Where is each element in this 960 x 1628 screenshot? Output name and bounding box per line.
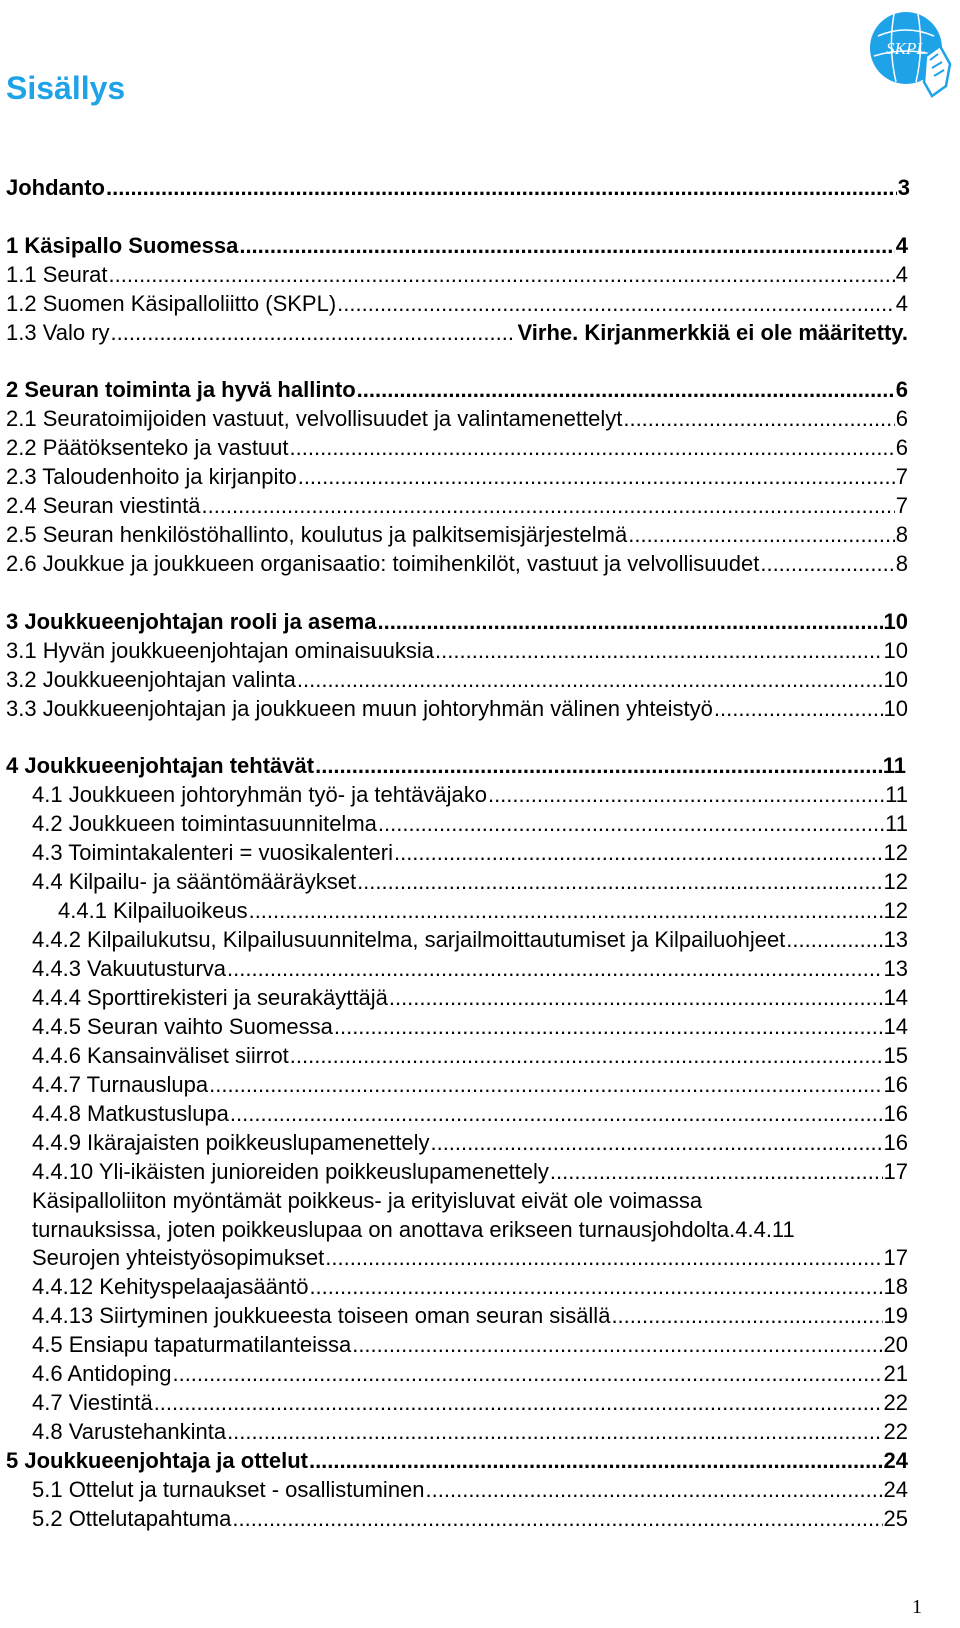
toc-entry-label: 2 Seuran toiminta ja hyvä hallinto xyxy=(6,377,356,402)
toc-entry-4-4-12[interactable] xyxy=(32,1273,908,1301)
toc-entry-page: 11 xyxy=(882,753,906,778)
toc-leader xyxy=(357,868,882,896)
toc-entry-page: 15 xyxy=(883,1043,908,1068)
toc-leader xyxy=(352,1331,882,1359)
toc-entry-label: 4.4.6 Kansainväliset siirrot xyxy=(32,1043,289,1068)
toc-entry-page: 13 xyxy=(883,956,908,981)
toc-entry-label: 2.4 Seuran viestintä xyxy=(6,493,201,518)
toc-entry-4-4-8[interactable] xyxy=(32,1100,908,1128)
toc-leader xyxy=(337,290,895,318)
body-paragraph-line: Käsipalloliiton myöntämät poikkeus- ja erityisluvat eivät ole voimassa xyxy=(32,1188,703,1213)
toc-leader xyxy=(325,1244,882,1272)
toc-leader xyxy=(426,1476,883,1504)
toc-entry-label: 3.3 Joukkueenjohtajan ja joukkueen muun johtoryhmän välinen yhteistyö xyxy=(6,696,713,721)
toc-entry-3-1[interactable] xyxy=(6,637,908,665)
toc-entry-label: 4.4.4 Sporttirekisteri ja seurakäyttäjä xyxy=(32,985,388,1010)
toc-entry-label: 4.3 Toimintakalenteri = vuosikalenteri xyxy=(32,840,393,865)
toc-entry-page: 4 xyxy=(895,291,908,316)
toc-entry-page: 16 xyxy=(883,1101,908,1126)
toc-entry-label: 4.6 Antidoping xyxy=(32,1361,172,1386)
toc-leader xyxy=(611,1302,882,1330)
toc-leader xyxy=(201,492,894,520)
toc-entry-page: 16 xyxy=(883,1130,908,1155)
toc-entry-label: 3.1 Hyvän joukkueenjohtajan ominaisuuksia xyxy=(6,638,435,663)
toc-leader xyxy=(309,1447,883,1475)
toc-entry-3[interactable] xyxy=(6,608,908,636)
toc-entry-page: 7 xyxy=(895,464,908,489)
toc-entry-page: 10 xyxy=(883,609,908,634)
toc-entry-5[interactable] xyxy=(6,1447,908,1475)
toc-entry-page: 6 xyxy=(895,435,908,460)
toc-entry-label: 4.4.9 Ikärajaisten poikkeuslupamenettely xyxy=(32,1130,430,1155)
toc-leader xyxy=(628,521,895,549)
toc-entry-3-2[interactable] xyxy=(6,666,908,694)
toc-leader xyxy=(111,319,513,347)
toc-entry-page: 8 xyxy=(895,551,908,576)
toc-entry-label: 4 Joukkueenjohtajan tehtävät xyxy=(6,753,315,778)
toc-leader xyxy=(435,637,882,665)
toc-entry-4-4-3[interactable] xyxy=(32,955,908,983)
toc-leader xyxy=(378,810,884,838)
toc-entry-page: 12 xyxy=(883,840,908,865)
toc-leader xyxy=(230,1100,883,1128)
toc-leader xyxy=(290,1042,883,1070)
toc-entry-label: 1.1 Seurat xyxy=(6,262,108,287)
toc-leader xyxy=(172,1360,882,1388)
toc-entry-page: 17 xyxy=(883,1159,908,1184)
toc-leader xyxy=(430,1129,882,1157)
toc-entry-page: 6 xyxy=(895,377,908,402)
toc-entry-page: 3 xyxy=(897,175,910,200)
toc-entry-4-2[interactable] xyxy=(32,810,908,838)
toc-entry-4-4-7[interactable] xyxy=(32,1071,908,1099)
toc-entry-label: 4.8 Varustehankinta xyxy=(32,1419,227,1444)
page-number: 1 xyxy=(912,1596,922,1618)
toc-entry-label: Johdanto xyxy=(6,175,105,200)
toc-entry-page: 24 xyxy=(883,1477,908,1502)
toc-entry-4-4-9[interactable] xyxy=(32,1129,908,1157)
toc-entry-page: 24 xyxy=(883,1448,908,1473)
toc-entry-page: 21 xyxy=(883,1361,908,1386)
toc-entry-page: 7 xyxy=(895,493,908,518)
toc-entry-johdanto[interactable] xyxy=(6,174,910,202)
toc-leader xyxy=(227,1418,882,1446)
toc-leader xyxy=(249,897,883,925)
toc-entry-page: 25 xyxy=(883,1506,908,1531)
toc-entry-page: 12 xyxy=(883,869,908,894)
toc-leader xyxy=(106,174,897,202)
toc-entry-4-3[interactable] xyxy=(32,839,908,867)
toc-entry-4-5[interactable] xyxy=(32,1331,908,1359)
toc-entry-label: 4.4.3 Vakuutusturva xyxy=(32,956,227,981)
toc-entry-5-1[interactable] xyxy=(32,1476,908,1504)
toc-entry-2-1[interactable] xyxy=(6,405,908,433)
toc-leader xyxy=(550,1158,883,1186)
toc-leader xyxy=(714,695,883,723)
toc-entry-2-6[interactable] xyxy=(6,550,908,578)
toc-entry-4-6[interactable] xyxy=(32,1360,908,1388)
toc-leader xyxy=(239,232,894,260)
page-title: Sisällys xyxy=(6,70,126,106)
toc-entry-2[interactable] xyxy=(6,376,908,404)
toc-leader xyxy=(760,550,894,578)
toc-entry-label: 4.7 Viestintä xyxy=(32,1390,153,1415)
toc-entry-1-3[interactable] xyxy=(6,319,908,347)
toc-entry-page: 12 xyxy=(883,898,908,923)
toc-entry-page: 4 xyxy=(895,262,908,287)
toc-entry-label: 4.4.10 Yli-ikäisten junioreiden poikkeuslupamenettely xyxy=(32,1159,549,1184)
toc-leader xyxy=(315,752,882,780)
toc-entry-label: 2.1 Seuratoimijoiden vastuut, velvollisuudet ja valintamenettelyt xyxy=(6,406,623,431)
toc-entry-page: 10 xyxy=(883,638,908,663)
toc-leader xyxy=(786,926,882,954)
toc-entry-page: 20 xyxy=(883,1332,908,1357)
toc-entry-4-4-11[interactable] xyxy=(32,1244,908,1272)
toc-entry-page: 14 xyxy=(883,1014,908,1039)
toc-leader xyxy=(209,1071,882,1099)
toc-entry-label: 4.1 Joukkueen johtoryhmän työ- ja tehtäväjako xyxy=(32,782,487,807)
toc-entry-page: 16 xyxy=(883,1072,908,1097)
toc-entry-3-3[interactable] xyxy=(6,695,908,723)
toc-leader xyxy=(394,839,883,867)
toc-entry-page: 14 xyxy=(883,985,908,1010)
toc-leader xyxy=(298,463,895,491)
toc-leader xyxy=(154,1389,883,1417)
toc-entry-label: 1 Käsipallo Suomessa xyxy=(6,233,239,258)
toc-entry-label: 4.4 Kilpailu- ja sääntömääräykset xyxy=(32,869,357,894)
toc-entry-label: 2.2 Päätöksenteko ja vastuut xyxy=(6,435,289,460)
toc-entry-page: 22 xyxy=(883,1419,908,1444)
toc-entry-page: 17 xyxy=(883,1245,908,1270)
bookmark-error-text: Virhe. Kirjanmerkkiä ei ole määritetty. xyxy=(517,320,908,345)
toc-entry-4-4-10[interactable] xyxy=(32,1158,908,1186)
toc-entry-label: Seurojen yhteistyösopimukset xyxy=(32,1245,325,1270)
toc-entry-label: 1.2 Suomen Käsipalloliitto (SKPL) xyxy=(6,291,337,316)
toc-entry-label: 1.3 Valo ry xyxy=(6,320,110,345)
toc-entry-label: 3 Joukkueenjohtajan rooli ja asema xyxy=(6,609,377,634)
toc-entry-2-3[interactable] xyxy=(6,463,908,491)
toc-leader xyxy=(377,608,882,636)
toc-entry-label: 4.4.2 Kilpailukutsu, Kilpailusuunnitelma, sarjailmoittautumiset ja Kilpailuohjeet xyxy=(32,927,786,952)
toc-entry-page: 18 xyxy=(883,1274,908,1299)
toc-entry-4[interactable] xyxy=(6,752,906,780)
toc-entry-4-7[interactable] xyxy=(32,1389,908,1417)
toc-entry-label: 2.3 Taloudenhoito ja kirjanpito xyxy=(6,464,297,489)
toc-entry-label: 4.4.13 Siirtyminen joukkueesta toiseen oman seuran sisällä xyxy=(32,1303,611,1328)
toc-entry-page: 11 xyxy=(885,782,908,807)
toc-entry-1-1[interactable] xyxy=(6,261,908,289)
toc-leader xyxy=(623,405,894,433)
toc-entry-2-2[interactable] xyxy=(6,434,908,462)
toc-entry-page: 11 xyxy=(885,811,908,836)
toc-entry-4-4-2[interactable] xyxy=(32,926,908,954)
toc-entry-2-5[interactable] xyxy=(6,521,908,549)
skpl-logo xyxy=(866,6,952,100)
toc-entry-5-2[interactable] xyxy=(32,1505,908,1533)
toc-entry-4-1[interactable] xyxy=(32,781,908,809)
toc-entry-page: 22 xyxy=(883,1390,908,1415)
toc-entry-4-4[interactable] xyxy=(32,868,908,896)
toc-entry-label: 2.5 Seuran henkilöstöhallinto, koulutus ja palkitsemisjärjestelmä xyxy=(6,522,628,547)
toc-leader xyxy=(309,1273,882,1301)
toc-entry-4-4-1[interactable] xyxy=(58,897,908,925)
toc-entry-label: 3.2 Joukkueenjohtajan valinta xyxy=(6,667,296,692)
toc-entry-2-4[interactable] xyxy=(6,492,908,520)
toc-entry-page: 4 xyxy=(895,233,908,258)
toc-entry-page: 19 xyxy=(883,1303,908,1328)
toc-entry-label: 4.5 Ensiapu tapaturmatilanteissa xyxy=(32,1332,352,1357)
toc-entry-4-4-4[interactable] xyxy=(32,984,908,1012)
toc-entry-1[interactable] xyxy=(6,232,908,260)
toc-entry-page: 10 xyxy=(883,696,908,721)
toc-entry-label: 4.4.5 Seuran vaihto Suomessa xyxy=(32,1014,333,1039)
toc-entry-label: 4.4.7 Turnauslupa xyxy=(32,1072,209,1097)
toc-leader xyxy=(297,666,883,694)
toc-entry-4-8[interactable] xyxy=(32,1418,908,1446)
toc-entry-page: 10 xyxy=(883,667,908,692)
toc-entry-label: 4.2 Joukkueen toimintasuunnitelma xyxy=(32,811,377,836)
toc-entry-label: 4.4.8 Matkustuslupa xyxy=(32,1101,229,1126)
body-paragraph-line: turnauksissa, joten poikkeuslupaa on anottava erikseen turnausjohdolta.4.4.11 xyxy=(32,1217,795,1242)
toc-entry-label: 4.4.1 Kilpailuoikeus xyxy=(58,898,248,923)
toc-entry-label: 2.6 Joukkue ja joukkueen organisaatio: toimihenkilöt, vastuut ja velvollisuudet xyxy=(6,551,760,576)
toc-entry-label: 4.4.12 Kehityspelaajasääntö xyxy=(32,1274,309,1299)
toc-entry-1-2[interactable] xyxy=(6,290,908,318)
toc-entry-page: 6 xyxy=(895,406,908,431)
toc-leader xyxy=(290,434,895,462)
toc-leader xyxy=(227,955,882,983)
toc-leader xyxy=(488,781,884,809)
toc-entry-label: 5 Joukkueenjohtaja ja ottelut xyxy=(6,1448,308,1473)
toc-leader xyxy=(334,1013,883,1041)
toc-leader xyxy=(389,984,883,1012)
logo-text: SKPL xyxy=(886,39,926,58)
toc-leader xyxy=(109,261,895,289)
toc-entry-4-4-13[interactable] xyxy=(32,1302,908,1330)
toc-leader xyxy=(232,1505,882,1533)
toc-entry-4-4-5[interactable] xyxy=(32,1013,908,1041)
toc-entry-label: 5.1 Ottelut ja turnaukset - osallistuminen xyxy=(32,1477,425,1502)
toc-entry-4-4-6[interactable] xyxy=(32,1042,908,1070)
toc-entry-page: 8 xyxy=(895,522,908,547)
toc-entry-label: 5.2 Ottelutapahtuma xyxy=(32,1506,232,1531)
toc-leader xyxy=(357,376,895,404)
toc-entry-page: 13 xyxy=(883,927,908,952)
